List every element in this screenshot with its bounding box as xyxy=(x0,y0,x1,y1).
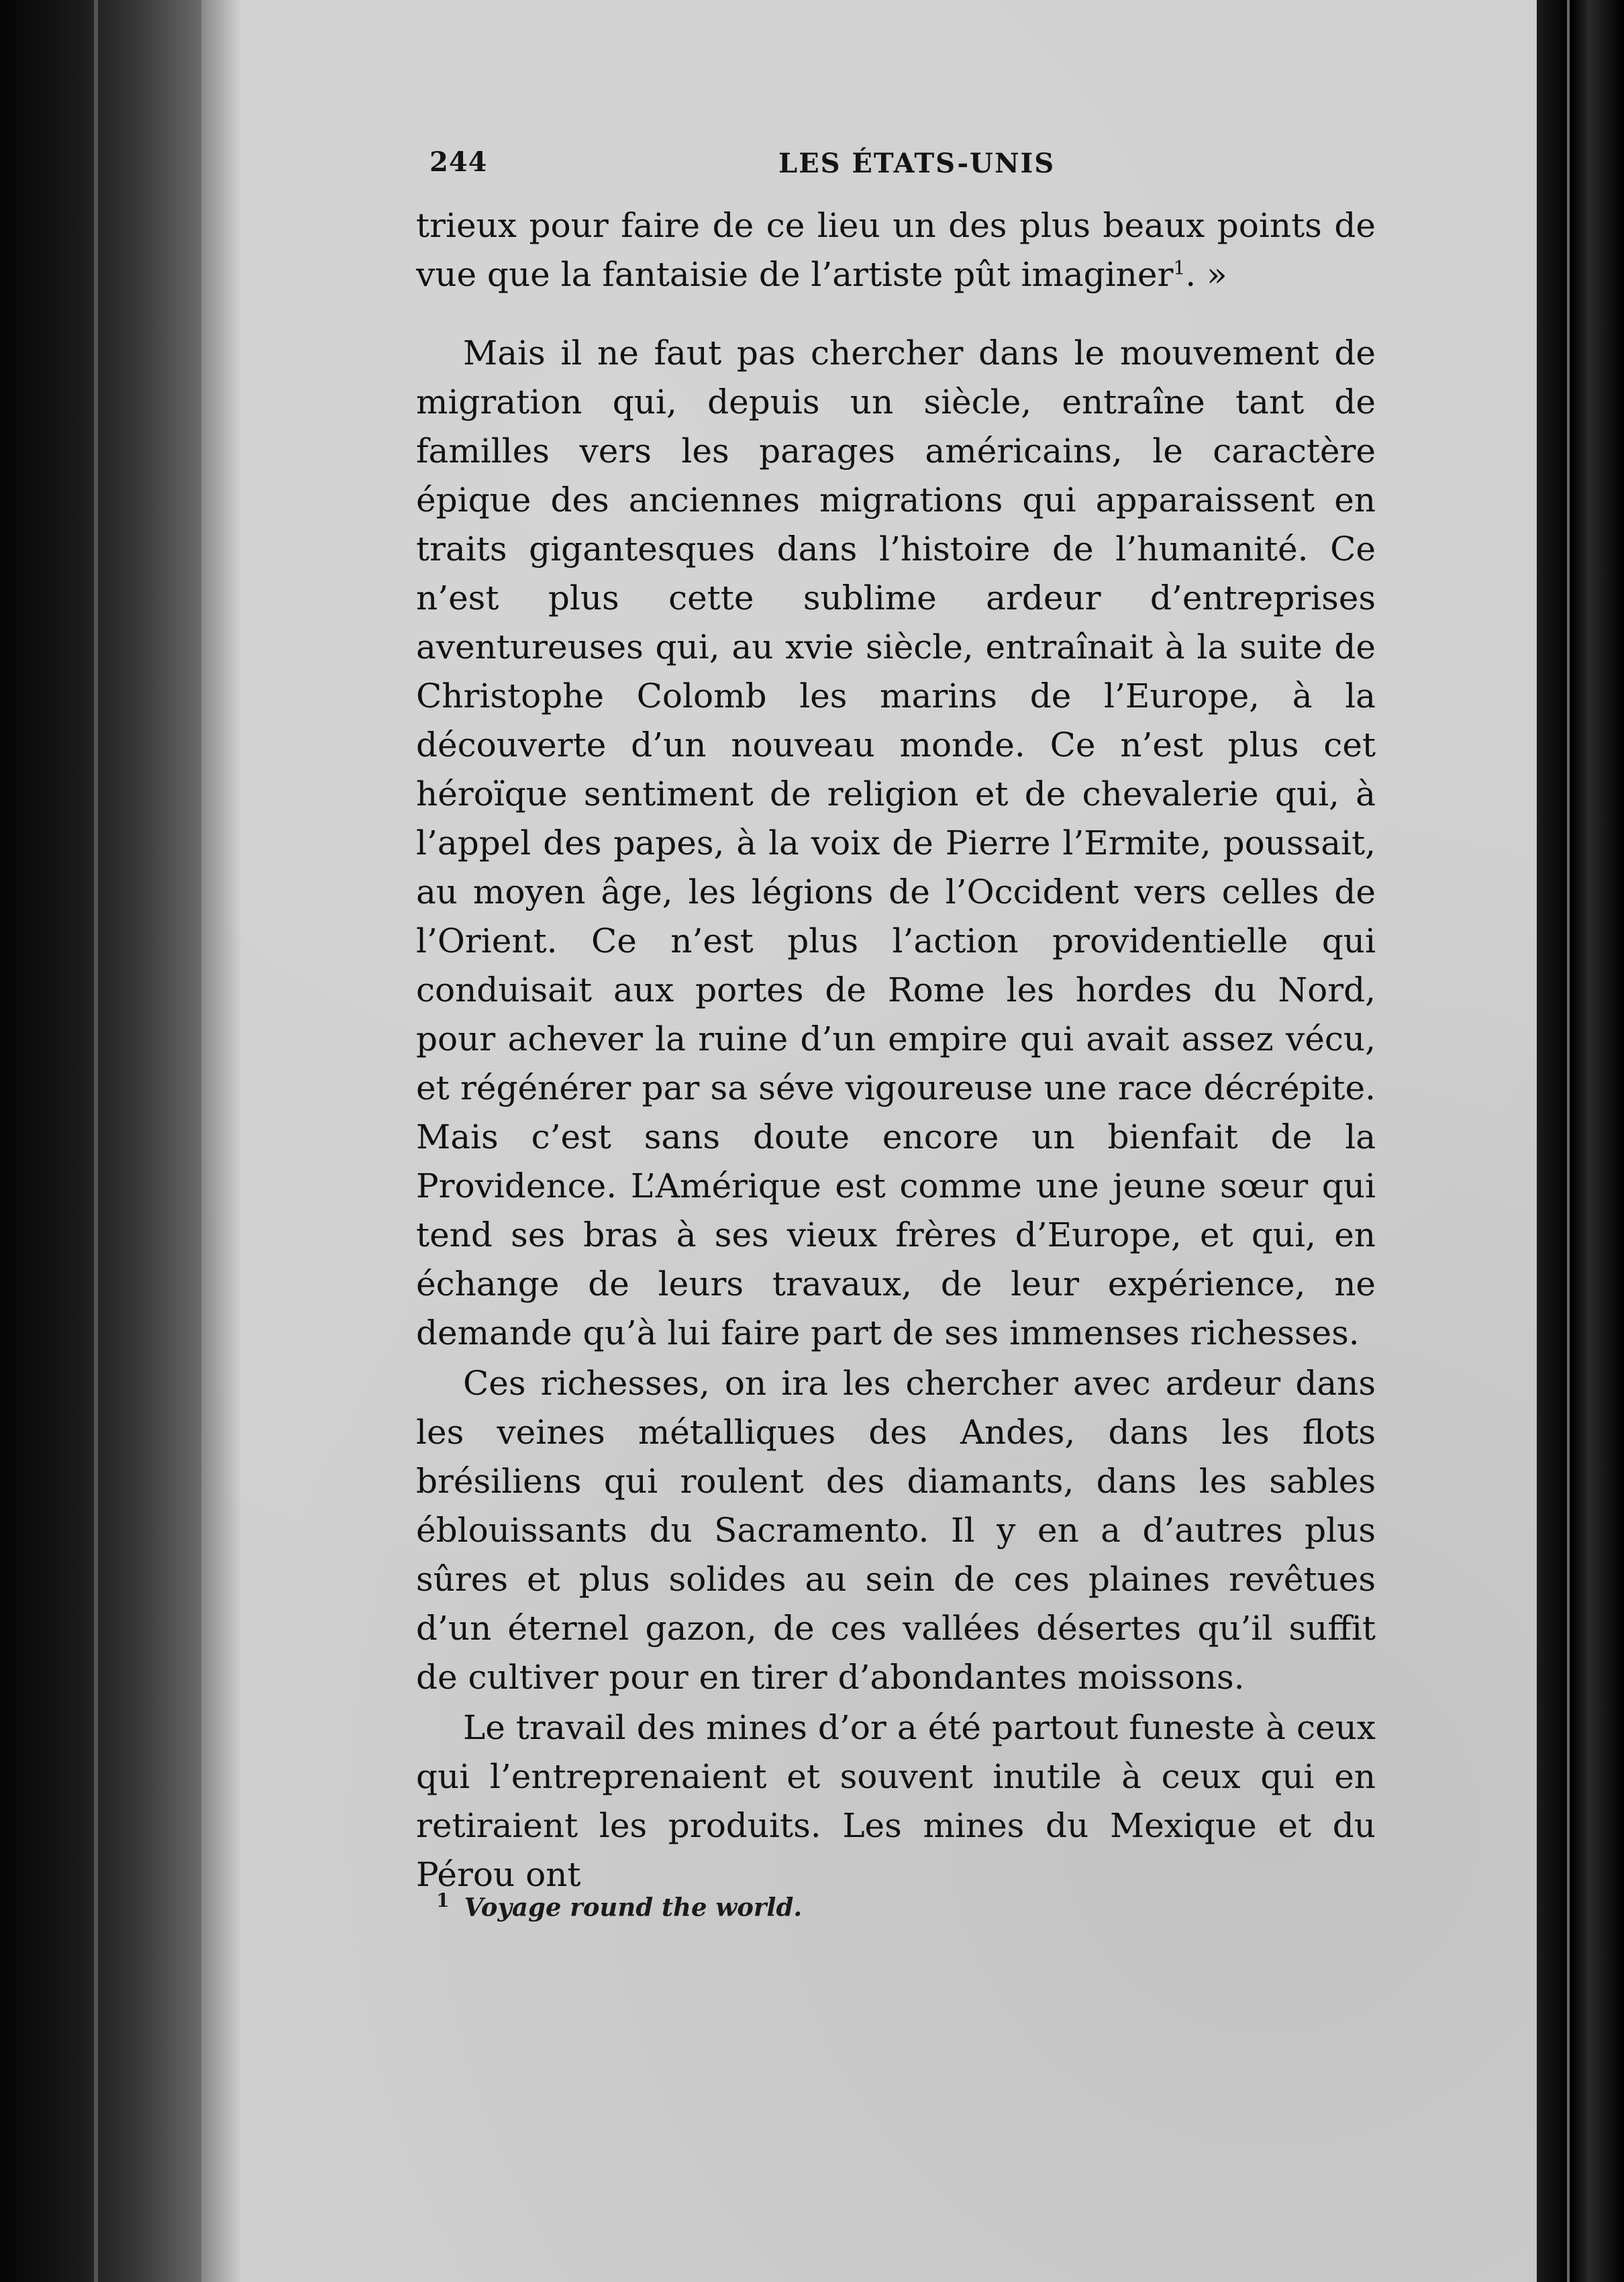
running-head: LES ÉTATS-UNIS xyxy=(778,148,1056,179)
paragraph: Ces richesses, on ira les chercher avec ardeur dans les veines métalliques des Andes, dans les flots brésiliens qui roulent des diamants, dans les sables éblouissants du Sacramento. Il y en a d’autres plus sûres et plus solides au sein de ces plaines revêtues d’un éternel gazon, de ces vallées désertes qu’il suffit de cultiver pour en tirer d’abondantes moissons. xyxy=(416,1364,1376,1697)
page-header xyxy=(429,146,1369,187)
footnote-mark: 1 xyxy=(436,1889,450,1912)
paragraph: Le travail des mines d’or a été partout funeste à ceux qui l’entreprenaient et souvent inutile à ceux qui en retiraient les produits. Les mines du Mexique et du Pérou ont xyxy=(416,1708,1376,1894)
body-text xyxy=(416,201,1376,1899)
footnote-reference: 1 xyxy=(1173,256,1186,279)
paragraph-text: trieux pour faire de ce lieu un des plus beaux points de vue que la fantaisie de l’artiste pût imaginer xyxy=(416,206,1376,294)
gutter-shadow xyxy=(201,0,242,2282)
right-edge-line xyxy=(1567,0,1570,2282)
footnote xyxy=(436,1889,1376,1922)
footnote-text: Voyage round the world. xyxy=(464,1892,803,1922)
paragraph-continuation xyxy=(416,201,1376,299)
paragraph: Mais il ne faut pas chercher dans le mouvement de migration qui, depuis un siècle, entraîne tant de familles vers les parages américains, le caractère épique des anciennes migrations qui apparaissent en traits gigantesques dans l’histoire de l’humanité. Ce n’est plus cette sublime ardeur d’entreprises aventureuses qui, au xvie siècle, entraînait à la suite de Christophe Colomb les marins de l’Europe, à la découverte d’un nouveau monde. Ce n’est plus cet héroïque sentiment de religion et de chevalerie qui, à l’appel des papes, à la voix de Pierre l’Ermite, poussait, au moyen âge, les légions de l’Occident vers celles de l’Orient. Ce n’est plus l’action providentielle qui conduisait aux portes de Rome les hordes du Nord, pour achever la ruine d’un empire qui avait assez vécu, et régénérer par sa séve vigoureuse une race décrépite. Mais c’est sans doute encore un bienfait de la Providence. L’Amérique est comme une jeune sœur qui tend ses bras à ses vieux frères d’Europe, et qui, en échange de leurs travaux, de leur expérience, ne demande qu’à lui faire part de ses immenses richesses. xyxy=(416,334,1376,1352)
book-binding-edge xyxy=(0,0,201,2282)
right-page-edge xyxy=(1537,0,1624,2282)
binding-stripe xyxy=(94,0,98,2282)
paragraph-text-end: . » xyxy=(1185,255,1227,294)
page-number: 244 xyxy=(429,146,488,178)
